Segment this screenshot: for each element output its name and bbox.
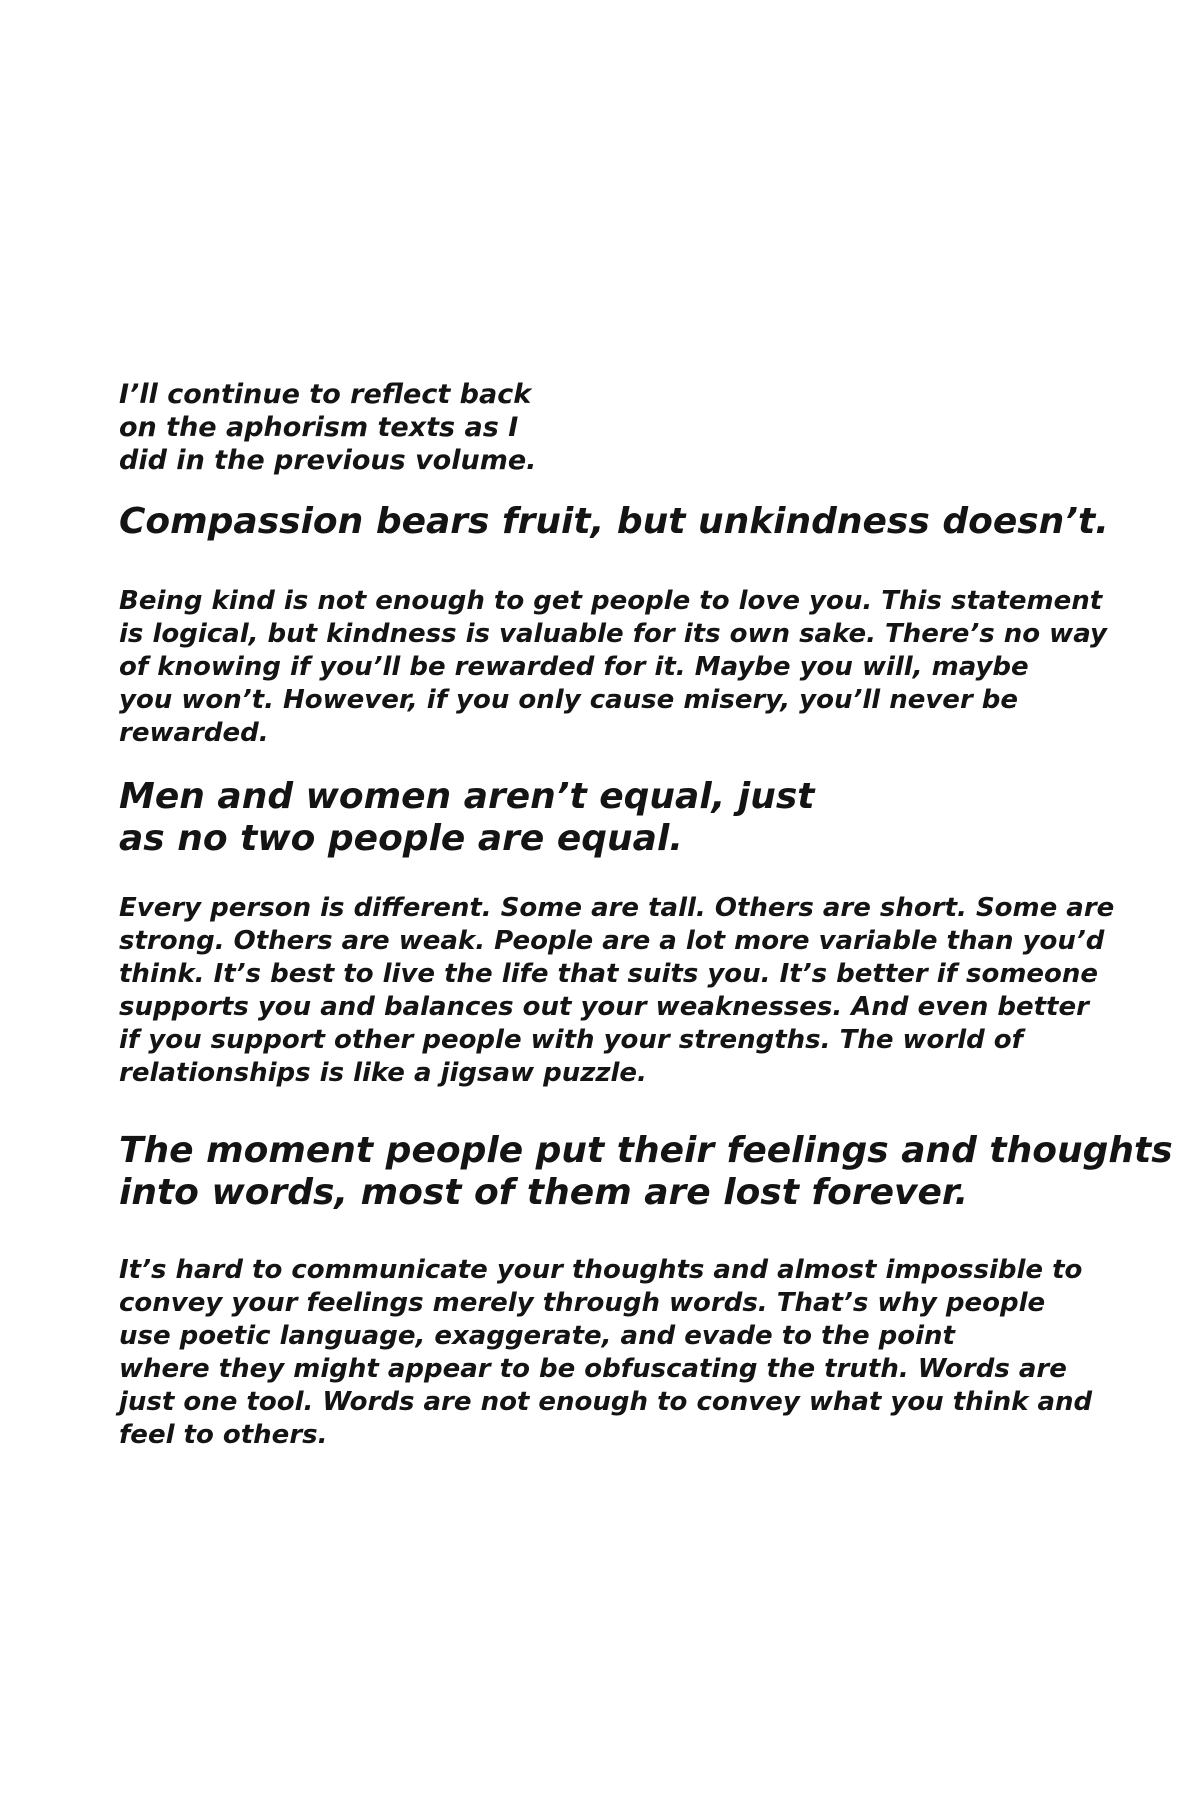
body-line: convey your feelings merely through words. That’s why people xyxy=(119,1288,1046,1318)
intro-paragraph xyxy=(119,378,1099,477)
body-line: relationships is like a jigsaw puzzle. xyxy=(119,1058,647,1088)
aphorism-heading-1 xyxy=(119,501,1109,543)
aphorism-heading-3 xyxy=(119,1130,1173,1214)
intro-line: on the aphorism texts as I xyxy=(119,412,519,443)
aphorism-body-3 xyxy=(119,1254,1099,1452)
body-line: if you support other people with your strengths. The world of xyxy=(119,1025,1023,1055)
body-line: is logical, but kindness is valuable for its own sake. There’s no way xyxy=(119,619,1107,649)
heading-line: as no two people are equal. xyxy=(119,818,683,859)
aphorism-body-2 xyxy=(119,892,1115,1090)
body-line: use poetic language, exaggerate, and evade to the point xyxy=(119,1321,955,1351)
body-line: rewarded. xyxy=(119,718,269,748)
body-line: Every person is different. Some are tall. Others are short. Some are xyxy=(119,893,1115,923)
body-line: Being kind is not enough to get people to love you. This statement xyxy=(119,586,1103,616)
body-line: think. It’s best to live the life that suits you. It’s better if someone xyxy=(119,959,1099,989)
page-content xyxy=(119,378,1173,1452)
body-line: just one tool. Words are not enough to convey what you think and xyxy=(119,1387,1093,1417)
body-line: where they might appear to be obfuscating the truth. Words are xyxy=(119,1354,1067,1384)
heading-line: Men and women aren’t equal, just xyxy=(119,776,815,817)
body-line: of knowing if you’ll be rewarded for it. Maybe you will, maybe xyxy=(119,652,1029,682)
body-line: supports you and balances out your weaknesses. And even better xyxy=(119,992,1089,1022)
body-line: feel to others. xyxy=(119,1420,328,1450)
intro-line: I’ll continue to reflect back xyxy=(119,379,532,410)
body-line: strong. Others are weak. People are a lot more variable than you’d xyxy=(119,926,1105,956)
heading-line: into words, most of them are lost forever. xyxy=(119,1172,969,1213)
body-line: you won’t. However, if you only cause misery, you’ll never be xyxy=(119,685,1019,715)
heading-line: The moment people put their feelings and thoughts xyxy=(119,1130,1173,1171)
intro-line: did in the previous volume. xyxy=(119,445,537,476)
aphorism-heading-2 xyxy=(119,776,1099,860)
aphorism-body-1 xyxy=(119,585,1107,750)
body-line: It’s hard to communicate your thoughts and almost impossible to xyxy=(119,1255,1083,1285)
heading-line: Compassion bears fruit, but unkindness doesn’t. xyxy=(119,501,1109,542)
